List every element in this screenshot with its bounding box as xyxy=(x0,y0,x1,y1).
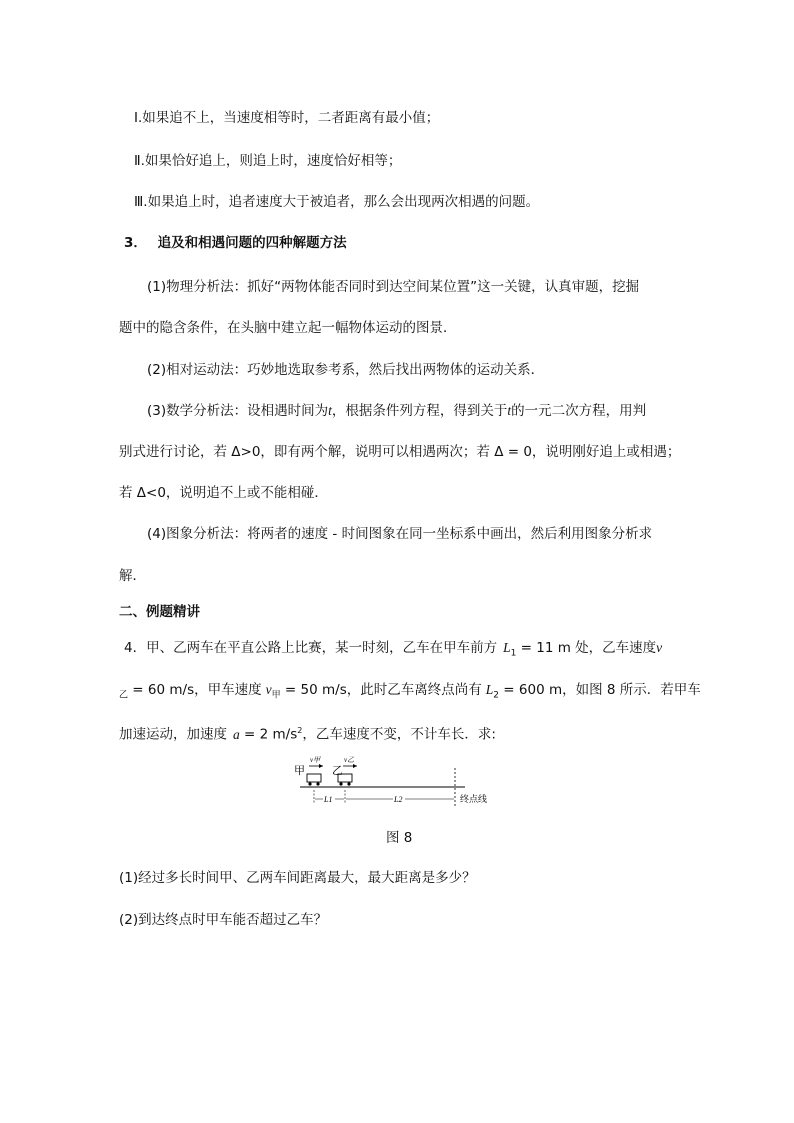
condition-1: Ⅰ.如果追不上，当速度相等时，二者距离有最小值； xyxy=(134,110,440,126)
variable-t: t xyxy=(507,403,512,418)
problem-text: 4．甲、乙两车在平直公路上比赛，某一时刻，乙车在甲车前方 xyxy=(124,640,498,656)
problem-line-2 xyxy=(119,680,701,706)
problem-line-1 xyxy=(124,638,662,664)
finish-line-label: 终点线 xyxy=(460,795,488,805)
car-b-wheel xyxy=(347,782,350,785)
method-3-line-1 xyxy=(147,401,646,421)
method-3-text-b: ，根据条件列方程，得到关于 xyxy=(331,403,508,419)
variable-v: v xyxy=(265,682,272,697)
variable-v: v xyxy=(656,640,663,655)
variable-L: L xyxy=(485,682,494,697)
variable-L: L xyxy=(503,640,511,655)
problem-text: = 600 m，如图 8 所示．若甲车 xyxy=(499,682,701,698)
problem-text: ，乙车速度不变，不计车长．求: xyxy=(302,726,496,743)
car-b-wheel xyxy=(339,782,342,785)
figure-8-diagram xyxy=(290,754,488,814)
problem-text: = 11 m 处，乙车速度 xyxy=(516,640,657,656)
method-3-line-3: 若 Δ<0，说明追不上或不能相碰． xyxy=(119,485,328,501)
velocity-b-label: v乙 xyxy=(344,756,355,764)
car-a-label: 甲 xyxy=(294,764,305,777)
figure-caption: 图 8 xyxy=(386,830,413,846)
problem-line-3 xyxy=(119,721,496,745)
condition-3: Ⅲ.如果追上时，追者速度大于被追者，那么会出现两次相遇的问题。 xyxy=(134,194,540,210)
segment-L1-label: L1 xyxy=(324,795,333,804)
velocity-a-arrowhead xyxy=(319,764,323,768)
problem-text: = 50 m/s，此时乙车离终点尚有 xyxy=(280,682,482,698)
method-3-line-2: 别式进行讨论，若 Δ>0，即有两个解，说明可以相遇两次；若 Δ = 0，说明刚好追上或相遇； xyxy=(119,444,681,460)
car-a-wheel xyxy=(316,782,319,785)
section-3-heading xyxy=(124,233,347,253)
variable-a: a xyxy=(233,726,240,742)
method-2: (2)相对运动法：巧妙地选取参考系，然后找出两物体的运动关系． xyxy=(147,362,545,378)
subscript: 甲 xyxy=(271,690,281,701)
velocity-b-arrowhead xyxy=(353,764,357,768)
subscript: 1 xyxy=(510,648,517,659)
velocity-a-label: v甲 xyxy=(310,756,321,764)
condition-2: Ⅱ.如果恰好追上，则追上时，速度恰好相等； xyxy=(134,153,402,169)
problem-text: 加速运动，加速度 xyxy=(119,726,227,743)
method-4-line-1: (4)图象分析法：将两者的速度 - 时间图象在同一坐标系中画出，然后利用图象分析求 xyxy=(147,526,653,542)
question-2: (2)到达终点时甲车能否超过乙车？ xyxy=(119,912,328,928)
variable-t: t xyxy=(328,403,332,418)
method-4-line-2: 解． xyxy=(119,568,146,584)
car-b-label: 乙 xyxy=(332,764,343,777)
problem-text: = 2 m/s xyxy=(239,726,298,743)
subscript: 2 xyxy=(493,690,499,701)
section-examples-heading: 二、例题精讲 xyxy=(119,604,200,620)
method-3-text-a: (3)数学分析法：设相遇时间为 xyxy=(147,403,329,419)
method-1-line-2: 题中的隐含条件，在头脑中建立起一幅物体运动的图景． xyxy=(119,320,457,336)
superscript: 2 xyxy=(297,726,303,735)
method-1-line-1: (1)物理分析法：抓好“两物体能否同时到达空间某位置”这一关键，认真审题，挖掘 xyxy=(147,279,640,295)
problem-text: = 60 m/s，甲车速度 xyxy=(128,682,262,698)
subscript: 乙 xyxy=(119,690,129,701)
section-3-title: 追及和相遇问题的四种解题方法 xyxy=(157,235,347,251)
section-3-number: 3． xyxy=(124,235,147,251)
car-a-wheel xyxy=(308,782,311,785)
method-3-text-c: 的一元二次方程，用判 xyxy=(511,403,647,419)
question-1: (1)经过多长时间甲、乙两车间距离最大，最大距离是多少？ xyxy=(119,870,476,886)
segment-L2-label: L2 xyxy=(394,795,403,804)
car-a xyxy=(307,774,321,782)
